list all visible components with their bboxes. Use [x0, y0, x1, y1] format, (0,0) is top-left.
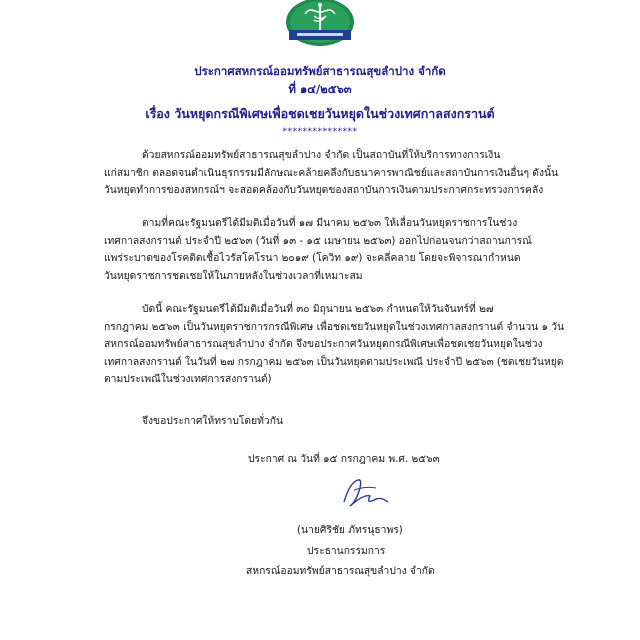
- announcement-title: ประกาศสหกรณ์ออมทรัพย์สาธารณสุขลำปาง จำกัด: [194, 64, 446, 78]
- paragraph-3: [104, 301, 582, 389]
- paragraph-2-line: เทศกาลสงกรานต์ ประจำปี ๒๕๖๓ (วันที่ ๑๓ - ๑๕ เมษายน ๒๕๖๓) ออกไปก่อนจนกว่าสถานการณ์: [104, 234, 532, 247]
- closing-line: จึงขอประกาศให้ทราบโดยทั่วกัน: [142, 415, 283, 427]
- paragraph-3-line: สหกรณ์ออมทรัพย์สาธารณสุขลำปาง จำกัด จึงขอประกาศวันหยุดกรณีพิเศษเพื่อชดเชยวันหยุดในช่วง: [104, 338, 543, 350]
- signatory-name: (นายศิริชัย ภัทรนุธาพร): [297, 524, 403, 536]
- paragraph-2-line: วันหยุดราชการชดเชยให้ในภายหลังในช่วงเวลาที่เหมาะสม: [104, 269, 363, 282]
- paragraph-2: [104, 215, 582, 285]
- paragraph-1: [104, 147, 582, 200]
- signatory-organization: สหกรณ์ออมทรัพย์สาธารณสุขลำปาง จำกัด: [246, 565, 435, 577]
- cooperative-logo-icon: [283, 0, 357, 48]
- signature-icon: [336, 472, 396, 512]
- paragraph-1-line: แก่สมาชิก ตลอดจนดำเนินธุรกรรมมีลักษณะคล้ายคลึงกับธนาคารพาณิชย์และสถาบันการเงินอื่นๆ ดังนั้น: [104, 166, 559, 179]
- paragraph-3-line: บัดนี้ คณะรัฐมนตรีได้มีมติเมื่อวันที่ ๓๐ มิถุนายน ๒๕๖๓ กำหนดให้วันจันทร์ที่ ๒๗: [142, 303, 494, 315]
- separator: ***************: [282, 127, 358, 137]
- announcement-date: ประกาศ ณ วันที่ ๑๕ กรกฎาคม พ.ศ. ๒๕๖๓: [248, 453, 440, 465]
- signatory-role: ประธานกรรมการ: [307, 545, 386, 557]
- paragraph-3-line: เทศกาลสงกรานต์ ในวันที่ ๒๗ กรกฎาคม ๒๕๖๓ เป็นวันหยุดตามประเพณี ประจำปี ๒๕๖๓ (ชดเชยวันหยุด: [104, 355, 564, 368]
- paragraph-3-line: กรกฎาคม ๒๕๖๓ เป็นวันหยุดราชการกรณีพิเศษ เพื่อชดเชยวันหยุดในช่วงเทศกาลสงกรานต์ จำนวน ๑ วัน: [104, 320, 565, 333]
- paragraph-1-line: ด้วยสหกรณ์ออมทรัพย์สาธารณสุขลำปาง จำกัด เป็นสถาบันที่ให้บริการทางการเงิน: [142, 149, 501, 161]
- paragraph-1-line: วันหยุดทำการของสหกรณ์ฯ จะสอดคล้องกับวันหยุดของสถาบันการเงินตามประกาศกระทรวงการคลัง: [104, 184, 544, 196]
- paragraph-3-line: ตามประเพณีในช่วงเทศการสงกรานต์): [104, 373, 272, 385]
- announcement-number: ที่ ๑๔/๒๕๖๓: [288, 82, 352, 96]
- paragraph-2-line: แพร่ระบาดของโรคติดเชื้อไวรัสโคโรนา ๒๐๑๙ (โควิท ๑๙) จะคลี่คลาย โดยจะพิจารณากำหนด: [104, 252, 521, 264]
- paragraph-2-line: ตามที่คณะรัฐมนตรีได้มีมติเมื่อวันที่ ๑๗ มีนาคม ๒๕๖๓ ให้เลื่อนวันหยุดราชการในช่วง: [142, 217, 518, 229]
- announcement-subject: เรื่อง วันหยุดกรณีพิเศษเพื่อชดเชยวันหยุดในช่วงเทศกาลสงกรานต์: [145, 106, 495, 121]
